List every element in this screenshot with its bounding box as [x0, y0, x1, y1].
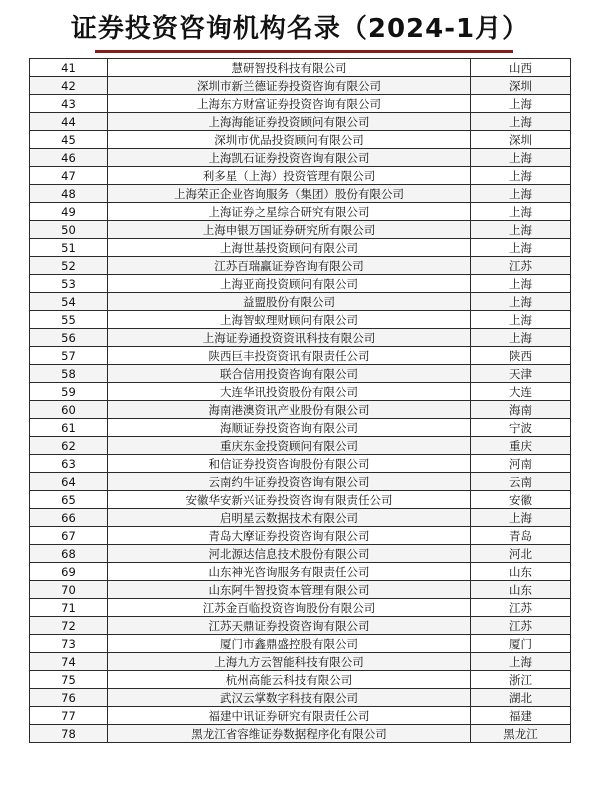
institution-location: 天津 — [471, 365, 571, 383]
institution-name: 大连华讯投资股份有限公司 — [108, 383, 471, 401]
institution-name: 江苏金百临投资咨询股份有限公司 — [108, 599, 471, 617]
institution-location: 上海 — [471, 275, 571, 293]
row-number: 46 — [30, 149, 108, 167]
table-row — [30, 311, 571, 329]
row-number: 66 — [30, 509, 108, 527]
institution-location: 海南 — [471, 401, 571, 419]
institution-name: 利多星（上海）投资管理有限公司 — [108, 167, 471, 185]
row-number: 62 — [30, 437, 108, 455]
title-underline — [95, 50, 513, 53]
institution-location: 河南 — [471, 455, 571, 473]
row-number: 52 — [30, 257, 108, 275]
row-number: 76 — [30, 689, 108, 707]
institution-location: 陕西 — [471, 347, 571, 365]
institution-name: 陕西巨丰投资资讯有限责任公司 — [108, 347, 471, 365]
row-number: 60 — [30, 401, 108, 419]
table-row — [30, 563, 571, 581]
institution-location: 黑龙江 — [471, 725, 571, 743]
row-number: 47 — [30, 167, 108, 185]
row-number: 58 — [30, 365, 108, 383]
institution-name: 青岛大摩证券投资咨询有限公司 — [108, 527, 471, 545]
row-number: 68 — [30, 545, 108, 563]
institution-name: 上海世基投资顾问有限公司 — [108, 239, 471, 257]
institution-location: 上海 — [471, 239, 571, 257]
institution-name: 杭州高能云科技有限公司 — [108, 671, 471, 689]
institution-location: 上海 — [471, 293, 571, 311]
institution-name: 上海荣正企业咨询服务（集团）股份有限公司 — [108, 185, 471, 203]
table-row — [30, 455, 571, 473]
institution-location: 重庆 — [471, 437, 571, 455]
page-title: 证券投资咨询机构名录（2024-1月） — [70, 14, 530, 44]
institution-location: 上海 — [471, 311, 571, 329]
institution-name: 厦门市鑫鼎盛控股有限公司 — [108, 635, 471, 653]
row-number: 73 — [30, 635, 108, 653]
institution-location: 江苏 — [471, 257, 571, 275]
row-number: 54 — [30, 293, 108, 311]
institution-location: 上海 — [471, 167, 571, 185]
table-row — [30, 401, 571, 419]
institution-location: 山东 — [471, 563, 571, 581]
row-number: 53 — [30, 275, 108, 293]
table-row — [30, 545, 571, 563]
institution-name: 慧研智投科技有限公司 — [108, 59, 471, 77]
institution-name: 启明星云数据技术有限公司 — [108, 509, 471, 527]
row-number: 77 — [30, 707, 108, 725]
directory-table — [29, 58, 571, 743]
institution-name: 上海申银万国证券研究所有限公司 — [108, 221, 471, 239]
institution-location: 安徽 — [471, 491, 571, 509]
institution-name: 河北源达信息技术股份有限公司 — [108, 545, 471, 563]
institution-location: 上海 — [471, 221, 571, 239]
table-row — [30, 329, 571, 347]
institution-location: 上海 — [471, 203, 571, 221]
table-row — [30, 491, 571, 509]
institution-name: 江苏百瑞赢证券咨询有限公司 — [108, 257, 471, 275]
institution-name: 上海海能证券投资顾问有限公司 — [108, 113, 471, 131]
institution-location: 浙江 — [471, 671, 571, 689]
table-row — [30, 725, 571, 743]
institution-location: 上海 — [471, 95, 571, 113]
institution-name: 上海亚商投资顾问有限公司 — [108, 275, 471, 293]
row-number: 43 — [30, 95, 108, 113]
table-row — [30, 509, 571, 527]
institution-name: 江苏天鼎证券投资咨询有限公司 — [108, 617, 471, 635]
row-number: 61 — [30, 419, 108, 437]
institution-name: 和信证券投资咨询股份有限公司 — [108, 455, 471, 473]
table-row — [30, 419, 571, 437]
table-row — [30, 383, 571, 401]
table-row — [30, 473, 571, 491]
institution-name: 上海智蚁理财顾问有限公司 — [108, 311, 471, 329]
table-row — [30, 599, 571, 617]
institution-location: 湖北 — [471, 689, 571, 707]
institution-location: 江苏 — [471, 599, 571, 617]
institution-name: 上海凯石证券投资咨询有限公司 — [108, 149, 471, 167]
institution-location: 山东 — [471, 581, 571, 599]
institution-name: 安徽华安新兴证券投资咨询有限责任公司 — [108, 491, 471, 509]
table-row — [30, 77, 571, 95]
institution-location: 青岛 — [471, 527, 571, 545]
institution-name: 山东神光咨询服务有限责任公司 — [108, 563, 471, 581]
institution-location: 深圳 — [471, 77, 571, 95]
institution-location: 上海 — [471, 509, 571, 527]
table-row — [30, 203, 571, 221]
row-number: 44 — [30, 113, 108, 131]
institution-location: 河北 — [471, 545, 571, 563]
institution-location: 上海 — [471, 329, 571, 347]
table-row — [30, 653, 571, 671]
row-number: 59 — [30, 383, 108, 401]
table-row — [30, 59, 571, 77]
table-row — [30, 131, 571, 149]
institution-name: 益盟股份有限公司 — [108, 293, 471, 311]
row-number: 50 — [30, 221, 108, 239]
institution-name: 海南港澳资讯产业股份有限公司 — [108, 401, 471, 419]
title-area — [0, 0, 600, 58]
row-number: 72 — [30, 617, 108, 635]
table-row — [30, 239, 571, 257]
institution-name: 上海东方财富证券投资咨询有限公司 — [108, 95, 471, 113]
row-number: 70 — [30, 581, 108, 599]
institution-location: 厦门 — [471, 635, 571, 653]
table-row — [30, 437, 571, 455]
institution-location: 上海 — [471, 113, 571, 131]
institution-location: 福建 — [471, 707, 571, 725]
row-number: 57 — [30, 347, 108, 365]
institution-name: 上海证券之星综合研究有限公司 — [108, 203, 471, 221]
table-row — [30, 635, 571, 653]
table-row — [30, 257, 571, 275]
institution-name: 重庆东金投资顾问有限公司 — [108, 437, 471, 455]
directory-table-body — [30, 59, 571, 743]
table-row — [30, 617, 571, 635]
row-number: 75 — [30, 671, 108, 689]
table-row — [30, 113, 571, 131]
institution-location: 上海 — [471, 653, 571, 671]
table-row — [30, 347, 571, 365]
row-number: 63 — [30, 455, 108, 473]
row-number: 71 — [30, 599, 108, 617]
row-number: 45 — [30, 131, 108, 149]
institution-name: 海顺证券投资咨询有限公司 — [108, 419, 471, 437]
row-number: 51 — [30, 239, 108, 257]
table-row — [30, 149, 571, 167]
institution-name: 联合信用投资咨询有限公司 — [108, 365, 471, 383]
institution-location: 上海 — [471, 149, 571, 167]
institution-location: 云南 — [471, 473, 571, 491]
row-number: 64 — [30, 473, 108, 491]
row-number: 42 — [30, 77, 108, 95]
table-row — [30, 185, 571, 203]
table-row — [30, 527, 571, 545]
row-number: 78 — [30, 725, 108, 743]
table-row — [30, 365, 571, 383]
table-row — [30, 293, 571, 311]
institution-location: 上海 — [471, 185, 571, 203]
institution-name: 上海九方云智能科技有限公司 — [108, 653, 471, 671]
table-row — [30, 689, 571, 707]
table-row — [30, 671, 571, 689]
institution-name: 福建中讯证券研究有限责任公司 — [108, 707, 471, 725]
institution-location: 大连 — [471, 383, 571, 401]
institution-name: 黑龙江省容维证券数据程序化有限公司 — [108, 725, 471, 743]
table-row — [30, 221, 571, 239]
row-number: 56 — [30, 329, 108, 347]
table-row — [30, 167, 571, 185]
table-row — [30, 581, 571, 599]
row-number: 65 — [30, 491, 108, 509]
institution-name: 武汉云掌数字科技有限公司 — [108, 689, 471, 707]
row-number: 41 — [30, 59, 108, 77]
institution-name: 深圳市优品投资顾问有限公司 — [108, 131, 471, 149]
row-number: 48 — [30, 185, 108, 203]
institution-name: 山东阿牛智投资本管理有限公司 — [108, 581, 471, 599]
row-number: 67 — [30, 527, 108, 545]
institution-location: 江苏 — [471, 617, 571, 635]
row-number: 69 — [30, 563, 108, 581]
table-row — [30, 275, 571, 293]
table-row — [30, 95, 571, 113]
table-row — [30, 707, 571, 725]
institution-name: 上海证券通投资资讯科技有限公司 — [108, 329, 471, 347]
institution-location: 宁波 — [471, 419, 571, 437]
row-number: 49 — [30, 203, 108, 221]
row-number: 74 — [30, 653, 108, 671]
institution-name: 深圳市新兰德证券投资咨询有限公司 — [108, 77, 471, 95]
institution-location: 深圳 — [471, 131, 571, 149]
institution-name: 云南约牛证券投资咨询有限公司 — [108, 473, 471, 491]
institution-location: 山西 — [471, 59, 571, 77]
row-number: 55 — [30, 311, 108, 329]
